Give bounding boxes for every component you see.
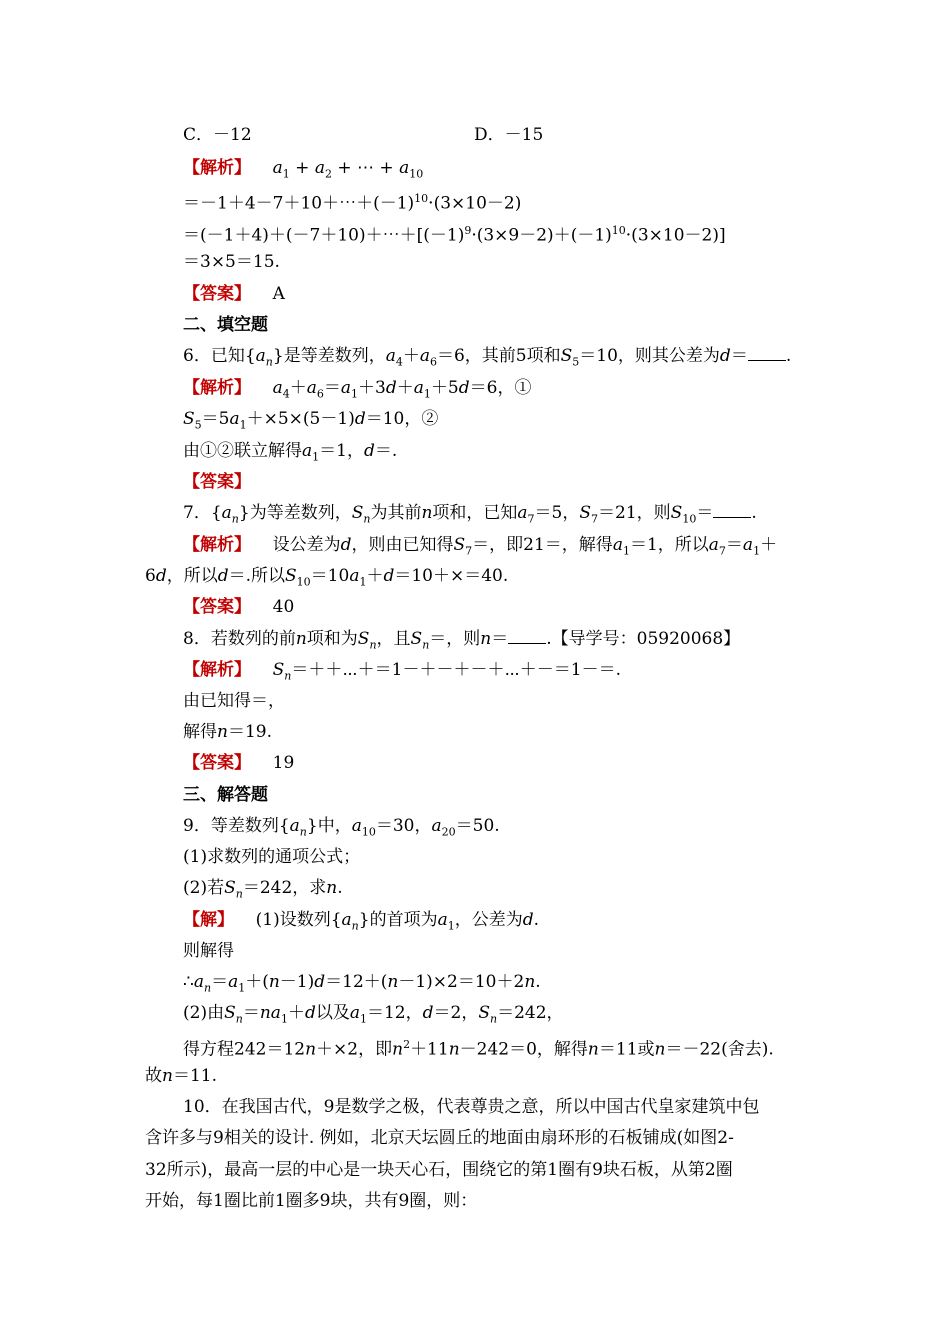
analysis-tag: 【解析】 xyxy=(183,378,251,398)
q5-answer xyxy=(183,283,285,305)
q5-analysis-line-2: $=-1+4-7+10+\cdots+(-1)^{10}\cdot(3\times 10-2)$ xyxy=(183,192,522,214)
q7-stem: 7．$\{a_n\}$为等差数列，$S_n$为其前n项和，已知$a_7=5$，$S_7=21$，则$S_{10}=$ . xyxy=(183,503,757,526)
section-fill-in-blank: 二、填空题 xyxy=(183,315,268,335)
q6-analysis-line-2: $S_5=5a_1+\times 5\times(5-1)d=10$，② xyxy=(183,409,439,432)
q9-solution-line-2: 则解得 xyxy=(183,941,234,961)
q5-answer-value: A xyxy=(272,284,285,304)
q5-analysis-line-3: $=(-1+4)+(-7+10)+\cdots+[(-1)^9\cdot(3\times 9-2)+(-1)^{10}\cdot(3\times 10-2)]$ xyxy=(183,224,726,246)
answer-tag: 【答案】 xyxy=(183,597,251,617)
answer-tag: 【答案】 xyxy=(183,284,251,304)
q10-line-1: 10．在我国古代，9是数学之极，代表尊贵之意，所以中国古代皇家建筑中包 xyxy=(183,1097,760,1117)
q8-analysis-line-2: 由已知得＝， xyxy=(183,691,285,711)
q9-solution-line-6: 故n＝11. xyxy=(145,1066,217,1086)
answer-tag: 【答案】 xyxy=(183,472,251,492)
q5-analysis-line-1: 【解析】 $a_1 + a_2$ + ⋯ + $a_{10}$ xyxy=(183,158,424,181)
option-c: C．－12 xyxy=(183,125,252,145)
q10-line-2: 含许多与9相关的设计. 例如，北京天坛圆丘的地面由扇环形的石板铺成(如图2- xyxy=(145,1128,734,1148)
q7-analysis-line-1: 【解析】 设公差为d，则由已知得$S_7=$，即21＝，解得$a_1=1$，所以$a_7=a_1+$ xyxy=(183,535,778,558)
q10-line-4: 开始，每1圈比前1圈多9块，共有9圈，则： xyxy=(145,1191,478,1211)
q6-stem: 6．已知$\{a_n\}$是等差数列，$a_4+a_6=6$，其前5项和$S_5=10$，则其公差为d＝ . xyxy=(183,346,792,369)
q8-analysis-line-1: 【解析】 $S_n=++\cdots+=1-+-+-+\cdots+-=1-=$. xyxy=(183,660,622,683)
q10-line-3: 32所示)，最高一层的中心是一块天心石，围绕它的第1圈有9块石板，从第2圈 xyxy=(145,1160,733,1180)
option-d: D．－15 xyxy=(474,125,544,145)
q8-answer-value: 19 xyxy=(272,753,295,773)
analysis-tag: 【解析】 xyxy=(183,158,251,178)
q9-part-2: (2)若$S_n=242$，求n. xyxy=(183,878,343,901)
analysis-tag: 【解析】 xyxy=(183,660,251,680)
q8-answer xyxy=(183,752,294,774)
q8-analysis-line-3: 解得n＝19. xyxy=(183,722,272,742)
q9-solution-line-1: 【解】 (1)设数列$\{a_n\}$的首项为$a_1$，公差为d. xyxy=(183,910,540,933)
analysis-tag: 【解析】 xyxy=(183,535,251,555)
q8-stem: 8．若数列的前n项和为$S_n$，且$S_n=$，则n＝ .【导学号：05920068】 xyxy=(183,629,741,652)
q7-analysis-line-2: 6d，所以d＝.所以$S_{10}=10a_1+d=10+\times=40$. xyxy=(145,566,509,589)
solution-tag: 【解】 xyxy=(183,910,234,930)
section-solve: 三、解答题 xyxy=(183,785,268,805)
q6-analysis-line-3: 由①②联立解得$a_1=1$，d＝. xyxy=(183,441,398,464)
q7-answer-value: 40 xyxy=(272,597,295,617)
q9-solution-line-5: 得方程242＝12n＋×2，即$n^2+11n-242=0$，解得n＝11或n＝－22(舍去). xyxy=(183,1038,774,1060)
q9-part-1: (1)求数列的通项公式； xyxy=(183,847,361,867)
q6-analysis-line-1: 【解析】 $a_4+a_6=a_1+3d+a_1+5d=6$，① xyxy=(183,378,532,401)
q7-answer xyxy=(183,596,294,618)
q6-answer xyxy=(183,471,251,493)
q9-stem: 9．等差数列$\{a_n\}$中，$a_{10}=30$，$a_{20}=50$. xyxy=(183,816,500,839)
q5-analysis-line-4: ＝3×5＝15. xyxy=(183,252,280,272)
answer-tag: 【答案】 xyxy=(183,753,251,773)
q9-solution-line-4: (2)由$S_n=na_1+d$以及$a_1=12$，d＝2，$S_n=242$， xyxy=(183,1003,564,1026)
q9-solution-line-3: $\therefore a_n=a_1+(n-1)d=12+(n-1)\times 2=10+2n$. xyxy=(183,972,541,995)
